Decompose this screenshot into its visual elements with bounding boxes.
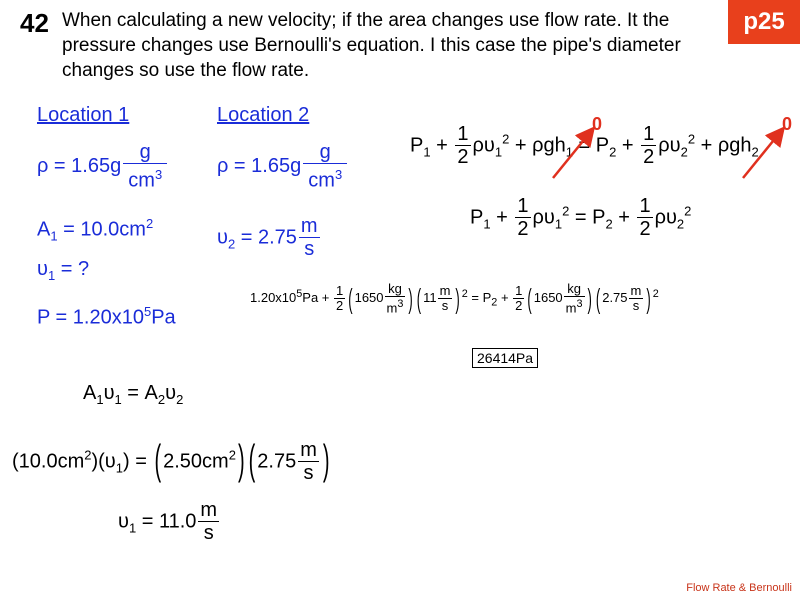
bernoulli-equation-full: $P_1$ + $\frac{1}{2}$ $\rho\upsilon_1^2 + \rho gh_1 = P_2$ + $\frac{1}{2}$ $\rho\upsilon_2^2 + \rho gh_2$ [410,123,759,168]
continuity-substituted: $(10.0cm^2)(\upsilon_1)$ = ( $2.50cm^2$ ) ( 2.75 $\frac{m}{s}$ ) [12,437,330,485]
location-2-velocity-value: = 2.75 [235,226,297,249]
velocity-result-num: m [200,499,218,521]
location-1-density-label: ρ = 1.65g [37,155,122,178]
location-2-velocity-symbol: υ [217,226,228,249]
footer-topic: Flow Rate & Bernoulli [686,582,792,594]
location-1-density-den: cm [128,169,155,192]
location-1-area-sub: 1 [50,228,58,244]
page-badge: p25 [728,0,800,44]
location-1-area-value: = 10.0cm [57,218,146,241]
strike-arrow-right [743,130,782,178]
location-1-density-num: g [139,141,151,163]
location-1-area-exp: 2 [145,216,154,231]
location-1-velocity-symbol: υ [37,258,48,280]
location-2-density-den-exp: 3 [334,167,343,182]
location-1-velocity-value: = ? [55,258,90,280]
location-1-pressure-value: P = 1.20x10 [37,306,144,329]
location-2-velocity-sub: 2 [227,236,236,252]
location-2-density-num: g [319,141,331,163]
pressure-result-box: 26414Pa [472,348,538,368]
bernoulli-substituted: $1.20x10^5Pa$ + $\frac{1}{2}$ ( 1650 $\frac{kg}{m^3}$ ) ( 11 $\frac{m}{s}$ ) $^2 = P_2$ + $\frac{1}{2}$ ( 1650 $\frac{kg}{m^3}$ ) ( 2.75 $\frac{m}{s}$ ) $^2$ [250,281,659,315]
location-2-density-label: ρ = 1.65g [217,155,302,178]
location-1-pressure-unit: Pa [151,306,176,329]
location-2-density-den: cm [308,169,335,192]
problem-statement: When calculating a new velocity; if the area changes use flow rate. It the pressure changes use Bernoulli's equation. I this case the pipe's diameter changes so use the flow rate. [62,10,681,81]
continuity-equation: $A_1\upsilon_1 = A_2\upsilon_2$ [83,382,184,407]
velocity-result: $\upsilon_1 = 11.0$ $\frac{m}{s}$ [118,499,218,544]
location-1-pressure-exp: 5 [143,304,152,319]
location-1-density-den-exp: 3 [154,167,163,182]
location-1-heading: Location 1 [37,104,130,126]
location-2-velocity-num: m [300,215,318,237]
location-1-velocity-sub: 1 [47,268,56,283]
strike-arrow-left [553,130,592,178]
strike-zero-left: 0 [592,114,603,134]
location-2-velocity-den: s [299,237,320,260]
velocity-result-value: = 11.0 [136,510,197,533]
location-1-area-symbol: A [37,218,51,241]
slide-number: 42 [20,8,49,38]
bernoulli-equation-simplified: $P_1$ + $\frac{1}{2}$ $\rho\upsilon_1^2 = P_2$ + $\frac{1}{2}$ $\rho\upsilon_2^2$ [470,195,692,240]
location-2-heading: Location 2 [217,104,310,126]
velocity-result-den: s [198,521,219,544]
strike-zero-right: 0 [782,114,793,134]
velocity-result-symbol: υ [118,510,129,533]
